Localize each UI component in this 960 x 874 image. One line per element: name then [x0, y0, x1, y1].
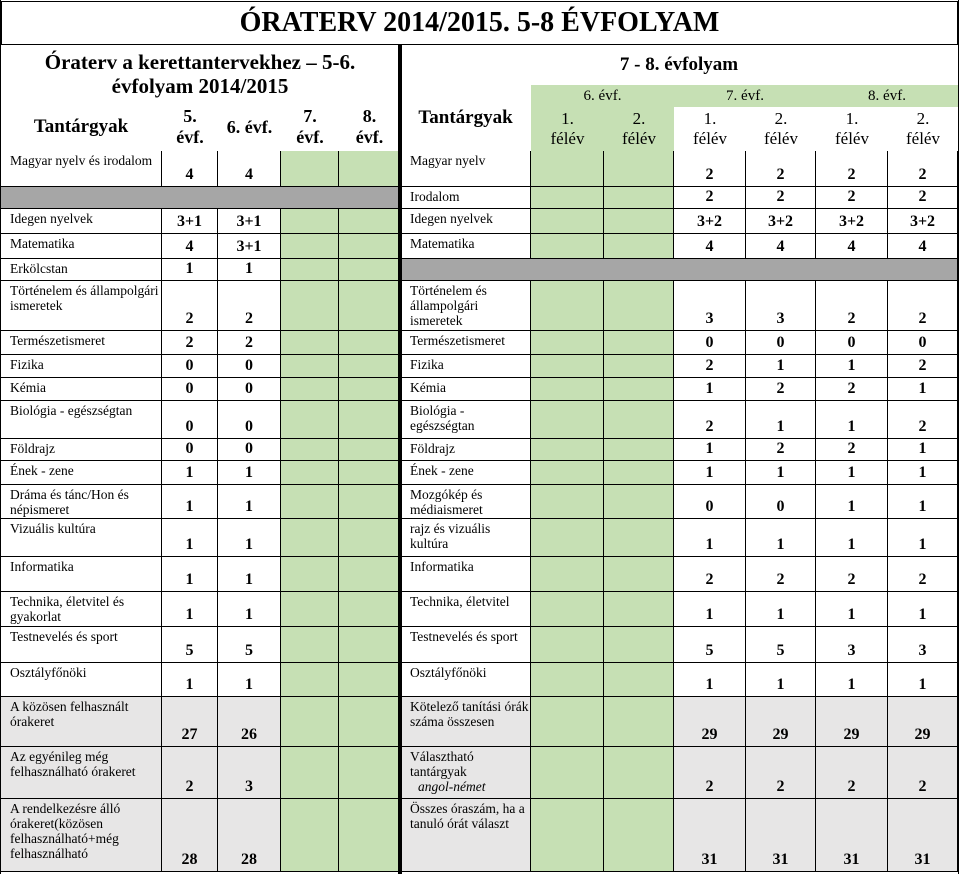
- left-row-label: Történelem és állampolgári ismeretek: [0, 281, 162, 331]
- left-value-g5: 3+1: [162, 209, 218, 234]
- left-value-g6: 1: [218, 259, 281, 281]
- left-value-g6: 5: [218, 627, 281, 663]
- right-subject-header: Tantárgyak: [418, 107, 513, 128]
- left-row-label: A rendelkezésre álló órakeret(közösen felhasználható+még felhasználható: [0, 799, 162, 872]
- right-value: 2: [746, 557, 816, 592]
- left-value-g5: 4: [162, 234, 218, 259]
- right-value: 0: [888, 331, 958, 355]
- left-row-label: Ének - zene: [0, 461, 162, 485]
- right-value: 2: [746, 747, 816, 799]
- left-row-label: Fizika: [0, 355, 162, 378]
- right-value: 31: [674, 799, 746, 872]
- right-value: 2: [674, 151, 746, 187]
- left-value-g5: 2: [162, 281, 218, 331]
- left-value-g6: 2: [218, 331, 281, 355]
- right-row-label: Mozgókép és médiaismeret: [400, 485, 531, 519]
- right-value: 3: [746, 281, 816, 331]
- right-value: 2: [674, 747, 746, 799]
- left-value-g6: 1: [218, 461, 281, 485]
- right-value: 2: [816, 439, 888, 461]
- right-value: 4: [674, 234, 746, 259]
- left-value-g5: 1: [162, 461, 218, 485]
- left-value-g6: 1: [218, 592, 281, 627]
- left-row-label: A közösen felhasznált órakeret: [0, 697, 162, 747]
- left-row-label: Dráma és tánc/Hon és népismeret: [0, 485, 162, 519]
- right-row-label: Kémia: [400, 378, 531, 401]
- left-value-g6: 1: [218, 485, 281, 519]
- right-grade-header: 8. évf.: [816, 85, 958, 107]
- right-value: 29: [746, 697, 816, 747]
- left-value-g5: 0: [162, 439, 218, 461]
- right-row-label: Történelem és állampolgári ismeretek: [400, 281, 531, 331]
- left-value-g5: 1: [162, 663, 218, 697]
- right-value: 1: [888, 519, 958, 557]
- left-value-g5: 2: [162, 747, 218, 799]
- right-value: 1: [746, 663, 816, 697]
- right-value: 29: [674, 697, 746, 747]
- left-row-label: Az egyénileg még felhasználható órakeret: [0, 747, 162, 799]
- left-value-g6: 1: [218, 519, 281, 557]
- right-value: 2: [816, 281, 888, 331]
- right-value: 2: [888, 557, 958, 592]
- left-grade-header: 8. évf.: [355, 106, 384, 147]
- right-value: 1: [816, 461, 888, 485]
- right-value: 3: [888, 627, 958, 663]
- page-title: ÓRATERV 2014/2015. 5-8 ÉVFOLYAM: [1, 1, 958, 45]
- right-value: 4: [746, 234, 816, 259]
- left-row-label: Vizuális kultúra: [0, 519, 162, 557]
- right-value: 3+2: [746, 209, 816, 234]
- right-value: 1: [746, 461, 816, 485]
- right-value: 3+2: [674, 209, 746, 234]
- right-value: 3+2: [816, 209, 888, 234]
- left-value-g5: 1: [162, 592, 218, 627]
- left-row-label: Idegen nyelvek: [0, 209, 162, 234]
- right-value: 2: [888, 151, 958, 187]
- right-header: 7 - 8. évfolyam: [619, 54, 739, 75]
- right-value: 2: [888, 281, 958, 331]
- right-value: 1: [816, 519, 888, 557]
- left-value-g6: 3+1: [218, 234, 281, 259]
- left-value-g6: 0: [218, 378, 281, 401]
- right-value: 2: [746, 378, 816, 401]
- right-value: 2: [816, 151, 888, 187]
- left-row-label: Erkölcstan: [0, 259, 162, 281]
- semester-header: 2. félév: [764, 109, 798, 148]
- right-value: 1: [674, 519, 746, 557]
- left-value-g5: 4: [162, 151, 218, 187]
- left-subtitle: Óraterv a kerettantervekhez – 5-6. évfolyam 2014/2015: [44, 50, 356, 98]
- left-value-g6: 28: [218, 799, 281, 872]
- right-value: 1: [816, 592, 888, 627]
- left-subject-header: Tantárgyak: [33, 116, 129, 137]
- right-value: 2: [746, 439, 816, 461]
- left-value-g6: 0: [218, 439, 281, 461]
- left-value-g5: 0: [162, 355, 218, 378]
- left-value-g6: 3+1: [218, 209, 281, 234]
- right-value: 1: [674, 592, 746, 627]
- right-value: 5: [746, 627, 816, 663]
- left-row-label: Osztályfőnöki: [0, 663, 162, 697]
- right-value: 1: [746, 401, 816, 439]
- right-row-label: Biológia - egészségtan: [400, 401, 531, 439]
- left-grade-header: 5. évf.: [176, 106, 204, 147]
- left-value-g5: 5: [162, 627, 218, 663]
- right-grade-header: 7. évf.: [674, 85, 816, 107]
- right-value: 3: [674, 281, 746, 331]
- left-row-label: Biológia - egészségtan: [0, 401, 162, 439]
- right-row-label: Idegen nyelvek: [400, 209, 531, 234]
- right-value: 1: [674, 663, 746, 697]
- semester-header: 1. félév: [835, 109, 869, 148]
- right-row-label: Természetismeret: [400, 331, 531, 355]
- right-row-label: rajz és vizuális kultúra: [400, 519, 531, 557]
- right-value: 2: [888, 355, 958, 378]
- right-value: 29: [816, 697, 888, 747]
- left-row-label: Természetismeret: [0, 331, 162, 355]
- left-value-g5: 1: [162, 519, 218, 557]
- right-row-label: Kötelező tanítási órák száma összesen: [400, 697, 531, 747]
- left-value-g5: 1: [162, 557, 218, 592]
- right-value: 2: [674, 557, 746, 592]
- right-value: 5: [674, 627, 746, 663]
- right-row-label: Matematika: [400, 234, 531, 259]
- right-row-label: Irodalom: [400, 187, 531, 209]
- right-value: 2: [674, 187, 746, 209]
- right-value: 1: [888, 439, 958, 461]
- left-row-label: Technika, életvitel és gyakorlat: [0, 592, 162, 627]
- right-row-label-extra: angol-német: [418, 779, 486, 794]
- right-value: 0: [816, 331, 888, 355]
- right-row-label: Földrajz: [400, 439, 531, 461]
- left-row-label: Földrajz: [0, 439, 162, 461]
- right-value: 2: [746, 187, 816, 209]
- semester-header: 2. félév: [604, 107, 674, 151]
- right-value: 2: [888, 401, 958, 439]
- right-value: 1: [746, 519, 816, 557]
- left-value-g5: 2: [162, 331, 218, 355]
- right-value: 1: [888, 461, 958, 485]
- left-row-label: Magyar nyelv és irodalom: [0, 151, 162, 187]
- right-value: 2: [888, 747, 958, 799]
- semester-header: 1. félév: [531, 107, 604, 151]
- right-value: 4: [816, 234, 888, 259]
- right-value: 31: [816, 799, 888, 872]
- right-value: 0: [746, 331, 816, 355]
- right-value: 2: [816, 747, 888, 799]
- right-row-label: Fizika: [400, 355, 531, 378]
- right-value: 2: [816, 187, 888, 209]
- right-value: 2: [816, 378, 888, 401]
- right-value: 1: [888, 592, 958, 627]
- right-value: 1: [816, 485, 888, 519]
- left-value-g6: 1: [218, 663, 281, 697]
- left-value-g5: 0: [162, 401, 218, 439]
- right-grade-header: 6. évf.: [531, 85, 674, 107]
- left-value-g5: 1: [162, 259, 218, 281]
- right-value: 2: [746, 151, 816, 187]
- left-row-label: Testnevelés és sport: [0, 627, 162, 663]
- right-value: 1: [888, 378, 958, 401]
- semester-header: 1. félév: [693, 109, 727, 148]
- right-value: 4: [888, 234, 958, 259]
- right-value: 1: [746, 592, 816, 627]
- right-row-label: Magyar nyelv: [400, 151, 531, 187]
- left-value-g5: 0: [162, 378, 218, 401]
- right-value: 1: [674, 461, 746, 485]
- right-value: 31: [746, 799, 816, 872]
- left-value-g6: 0: [218, 355, 281, 378]
- right-value: 31: [888, 799, 958, 872]
- left-value-g6: 2: [218, 281, 281, 331]
- right-value: 1: [674, 378, 746, 401]
- right-row-label: Informatika: [400, 557, 531, 592]
- left-value-g6: 1: [218, 557, 281, 592]
- left-row-label: Informatika: [0, 557, 162, 592]
- right-value: 3: [816, 627, 888, 663]
- right-row-label: Ének - zene: [400, 461, 531, 485]
- right-value: 0: [746, 485, 816, 519]
- right-value: 1: [888, 663, 958, 697]
- left-grade-header: 6. évf.: [226, 116, 273, 137]
- left-row-label: Kémia: [0, 378, 162, 401]
- right-row-label: Osztályfőnöki: [400, 663, 531, 697]
- left-value-g5: 28: [162, 799, 218, 872]
- right-value: 1: [816, 355, 888, 378]
- right-value: 2: [674, 355, 746, 378]
- right-value: 3+2: [888, 209, 958, 234]
- right-value: 1: [746, 355, 816, 378]
- left-value-g5: 27: [162, 697, 218, 747]
- right-value: 1: [816, 663, 888, 697]
- left-value-g5: 1: [162, 485, 218, 519]
- right-row-label-text: Választható tantárgyak: [410, 749, 474, 779]
- right-value: 0: [674, 331, 746, 355]
- right-value: 2: [674, 401, 746, 439]
- right-value: 2: [816, 557, 888, 592]
- right-value: 2: [888, 187, 958, 209]
- left-value-g6: 3: [218, 747, 281, 799]
- right-value: 1: [888, 485, 958, 519]
- right-value: 29: [888, 697, 958, 747]
- left-row-label: Matematika: [0, 234, 162, 259]
- right-value: 1: [674, 439, 746, 461]
- left-grade-header: 7. évf.: [296, 106, 324, 147]
- right-row-label: Technika, életvitel: [400, 592, 531, 627]
- left-value-g6: 26: [218, 697, 281, 747]
- semester-header: 2. félév: [906, 109, 940, 148]
- left-value-g6: 0: [218, 401, 281, 439]
- left-value-g6: 4: [218, 151, 281, 187]
- right-row-label: Testnevelés és sport: [400, 627, 531, 663]
- right-row-label: Összes óraszám, ha a tanuló órát választ: [400, 799, 531, 872]
- right-value: 0: [674, 485, 746, 519]
- right-value: 1: [816, 401, 888, 439]
